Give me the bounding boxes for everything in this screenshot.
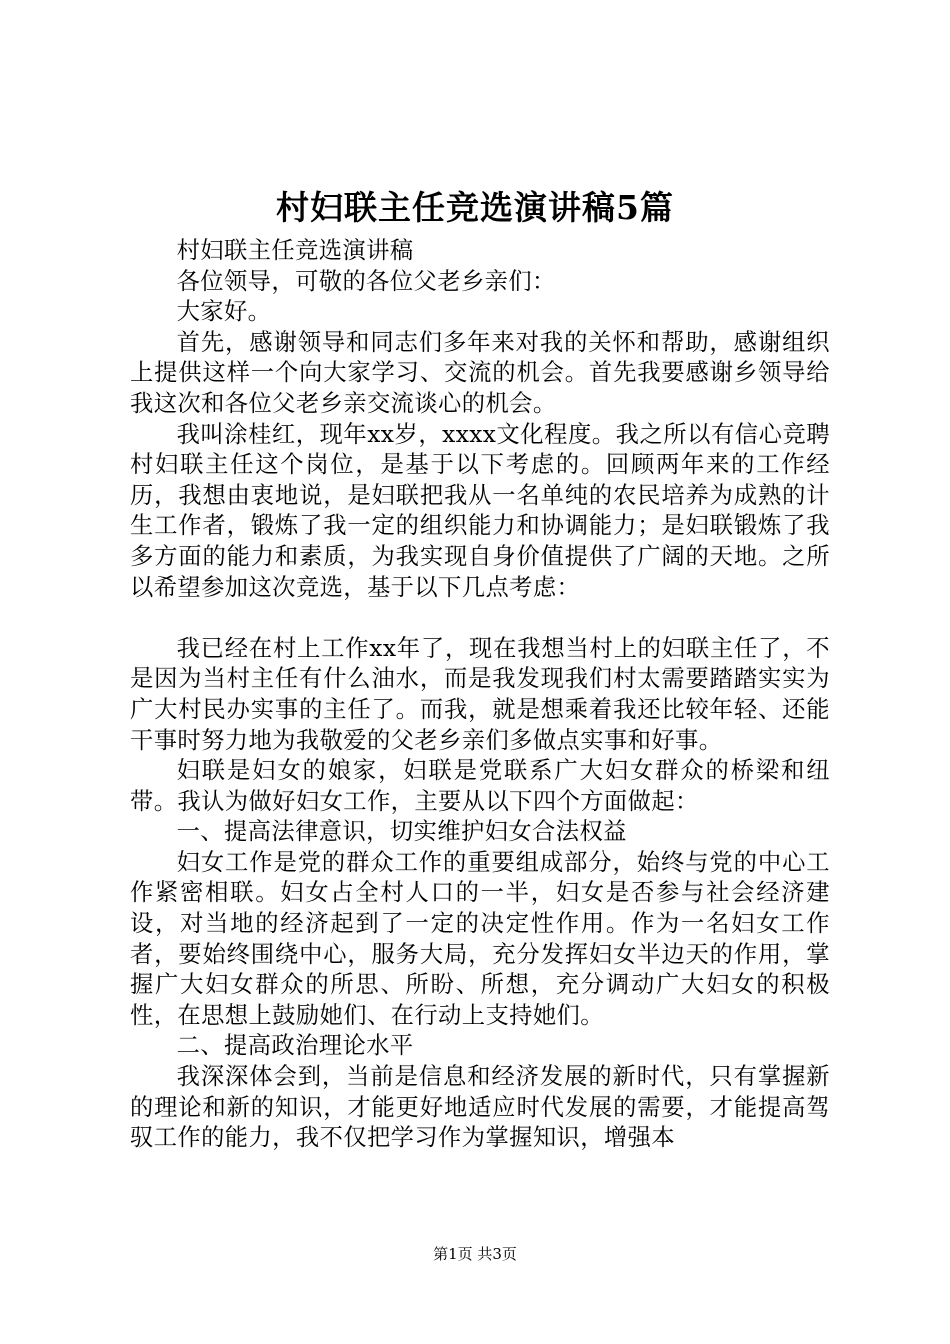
paragraph: 我深深体会到，当前是信息和经济发展的新时代，只有掌握新的理论和新的知识，才能更好地适应时代发展的需要，才能提高驾驭工作的能力，我不仅把学习作为掌握知识，增强本 <box>130 1063 830 1152</box>
paragraph-greeting: 大家好。 <box>176 298 272 326</box>
paragraph: 我叫涂桂红，现年xx岁，xxxx文化程度。我之所以有信心竞聘村妇联主任这个岗位，是基于以下考虑的。回顾两年来的工作经历，我想由衷地说，是妇联把我从一名单纯的农民培养为成熟的计生工作者，锻炼了我一定的组织能力和协调能力；是妇联锻炼了我多方面的能力和素质，为我实现自身价值提供了广阔的天地。之所以希望参加这次竞选，基于以下几点考虑： <box>130 420 830 601</box>
paragraph-subtitle: 村妇联主任竞选演讲稿 <box>176 237 414 264</box>
blank-line <box>130 603 830 634</box>
page-footer: 第1页 共3页 <box>433 1245 517 1263</box>
section-heading: 一、提高法律意识，切实维护妇女合法权益 <box>176 818 627 846</box>
paragraph: 妇联是妇女的娘家，妇联是党联系广大妇女群众的桥梁和纽带。我认为做好妇女工作，主要从以下四个方面做起： <box>130 757 830 815</box>
paragraph: 首先，感谢领导和同志们多年来对我的关怀和帮助，感谢组织上提供这样一个向大家学习、交流的机会。首先我要感谢乡领导给我这次和各位父老乡亲交流谈心的机会。 <box>130 328 830 417</box>
paragraph: 妇女工作是党的群众工作的重要组成部分，始终与党的中心工作紧密相联。妇女占全村人口的一半，妇女是否参与社会经济建设，对当地的经济起到了一定的决定性作用。作为一名妇女工作者，要始终围绕中心，服务大局，充分发挥妇女半边天的作用，掌握广大妇女群众的所思、所盼、所想，充分调动广大妇女的积极性，在思想上鼓励她们、在行动上支持她们。 <box>130 848 830 1029</box>
document-body <box>130 236 830 1154</box>
document-title: 村妇联主任竞选演讲稿5篇 <box>276 188 674 227</box>
paragraph-salutation: 各位领导，可敬的各位父老乡亲们： <box>176 267 556 295</box>
section-heading: 二、提高政治理论水平 <box>176 1032 414 1060</box>
paragraph: 我已经在村上工作xx年了，现在我想当村上的妇联主任了，不是因为当村主任有什么油水，而是我发现我们村太需要踏踏实实为广大村民办实事的主任了。而我，就是想乘着我还比较年轻、还能干事时努力地为我敬爱的父老乡亲们多做点实事和好事。 <box>130 634 830 754</box>
